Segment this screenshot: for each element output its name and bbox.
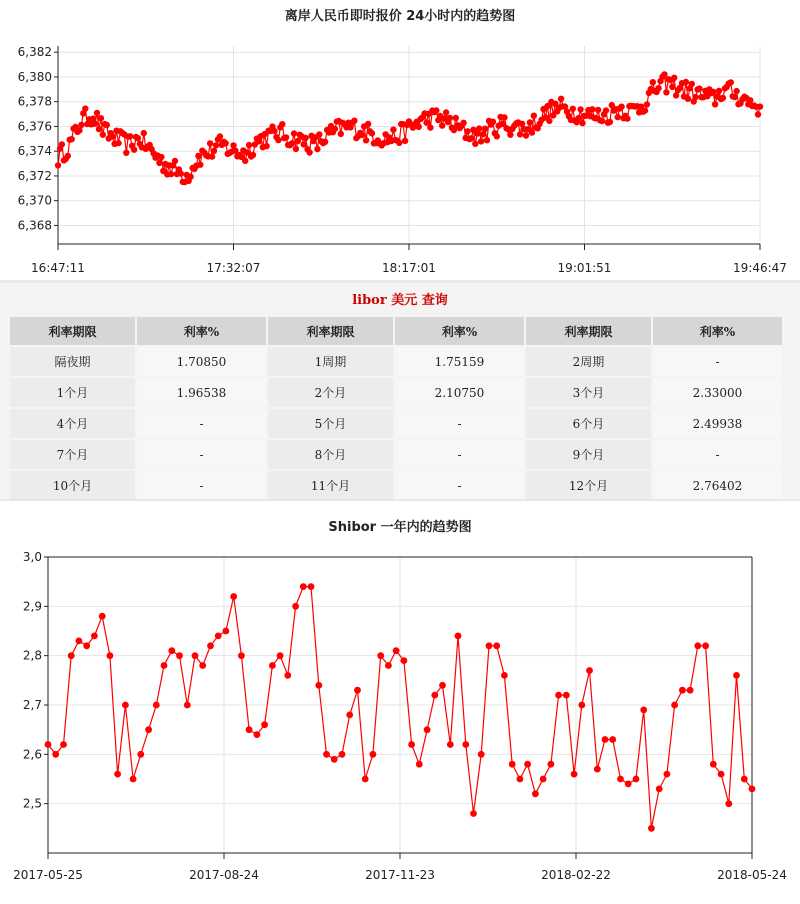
data-point [308, 583, 315, 590]
data-point [393, 647, 400, 654]
header-rate: 利率% [137, 317, 266, 345]
data-point [107, 652, 114, 659]
data-point [648, 825, 655, 832]
data-point [250, 152, 256, 158]
rate-cell: 1.75159 [395, 347, 524, 376]
data-point [279, 121, 285, 127]
data-point [578, 702, 585, 709]
data-point [633, 776, 640, 783]
data-point [137, 751, 144, 758]
data-point [331, 756, 338, 763]
x-tick-label: 17:32:07 [206, 261, 261, 275]
table-row [10, 347, 782, 376]
data-point [45, 741, 52, 748]
data-point [460, 120, 466, 126]
data-point [433, 107, 439, 113]
data-point [277, 652, 284, 659]
data-point [209, 153, 215, 159]
tenor-cell: 1周期 [268, 347, 393, 376]
data-point [594, 766, 601, 773]
data-point [172, 158, 178, 164]
data-point [96, 126, 102, 132]
data-point [261, 721, 268, 728]
data-point [322, 139, 328, 145]
tenor-cell: 6个月 [526, 409, 651, 438]
y-tick-label: 3,0 [22, 550, 42, 564]
data-point [618, 104, 624, 110]
data-point [416, 124, 422, 130]
data-point [131, 147, 137, 153]
rate-cell: - [395, 409, 524, 438]
data-point [694, 642, 701, 649]
data-point [640, 707, 647, 714]
header-rate: 利率% [395, 317, 524, 345]
data-point [490, 119, 496, 125]
data-point [509, 761, 516, 768]
data-point [145, 726, 152, 733]
data-point [669, 84, 675, 90]
data-point [339, 751, 346, 758]
x-tick-label: 2018-02-22 [541, 868, 611, 882]
data-point [523, 132, 529, 138]
x-tick-label: 16:47:11 [31, 261, 85, 275]
data-point [462, 741, 469, 748]
data-point [291, 130, 297, 136]
data-point [615, 114, 621, 120]
data-point [104, 122, 110, 128]
data-point [211, 148, 217, 154]
data-point [501, 672, 508, 679]
data-point [176, 652, 183, 659]
data-point [65, 153, 71, 159]
y-tick-label: 6,368 [17, 218, 52, 233]
data-point [263, 143, 269, 149]
data-point [369, 130, 375, 136]
data-point [570, 106, 576, 112]
data-point [484, 137, 490, 143]
data-point [230, 593, 237, 600]
data-point [577, 106, 583, 112]
data-point [468, 135, 474, 141]
tenor-cell: 9个月 [526, 440, 651, 469]
data-point [617, 776, 624, 783]
rate-cell: - [395, 471, 524, 500]
rate-cell: - [137, 471, 266, 500]
header-rate: 利率% [653, 317, 782, 345]
data-point [215, 633, 222, 640]
table-row [10, 409, 782, 438]
data-point [161, 662, 168, 669]
data-point [755, 111, 761, 117]
data-point [292, 603, 299, 610]
data-point [59, 141, 65, 147]
data-point [532, 790, 539, 797]
data-point [664, 771, 671, 778]
data-point [655, 85, 661, 91]
y-tick-label: 2,7 [22, 698, 42, 712]
data-point [187, 174, 193, 180]
data-point [246, 726, 253, 733]
data-point [396, 140, 402, 146]
data-point [314, 146, 320, 152]
data-point [650, 79, 656, 85]
data-point [338, 131, 344, 137]
y-tick-label: 6,380 [17, 69, 52, 84]
libor-rate-table [8, 315, 784, 502]
header-tenor: 利率期限 [268, 317, 393, 345]
y-tick-label: 6,370 [17, 193, 52, 208]
header-tenor: 利率期限 [10, 317, 135, 345]
rate-cell: 2.33000 [653, 378, 782, 407]
libor-panel [0, 283, 800, 501]
data-point [427, 124, 433, 130]
data-point [52, 751, 59, 758]
data-point [749, 786, 756, 793]
data-point [92, 121, 98, 127]
data-point [217, 133, 223, 139]
rate-cell: - [653, 347, 782, 376]
data-point [127, 133, 133, 139]
data-point [716, 88, 722, 94]
data-point [123, 150, 129, 156]
data-point [599, 118, 605, 124]
data-point [284, 672, 291, 679]
data-point [733, 672, 740, 679]
data-point [486, 642, 493, 649]
data-point [365, 121, 371, 127]
data-point [306, 149, 312, 155]
data-point [517, 131, 523, 137]
data-point [607, 119, 613, 125]
tenor-cell: 2周期 [526, 347, 651, 376]
data-point [602, 736, 609, 743]
rate-cell: - [653, 440, 782, 469]
data-point [524, 761, 531, 768]
x-tick-label: 2017-08-24 [189, 868, 259, 882]
data-point [289, 140, 295, 146]
data-point [354, 687, 361, 694]
data-point [91, 633, 98, 640]
header-tenor: 利率期限 [526, 317, 651, 345]
shibor-chart-panel [0, 501, 800, 900]
x-tick-label: 2017-11-23 [365, 868, 435, 882]
data-point [275, 137, 281, 143]
data-point [718, 771, 725, 778]
data-point [223, 628, 230, 635]
data-point [656, 786, 663, 793]
chart-title: Shibor 一年内的趋势图 [328, 520, 472, 535]
data-point [401, 657, 408, 664]
data-point [501, 114, 507, 120]
chart-title: 离岸人民币即时报价 24小时内的趋势图 [284, 9, 516, 24]
data-point [482, 126, 488, 132]
x-tick-label: 2018-05-24 [717, 868, 787, 882]
data-point [195, 153, 201, 159]
data-point [507, 132, 513, 138]
data-point [710, 761, 717, 768]
rate-cell: 2.76402 [653, 471, 782, 500]
data-point [69, 136, 75, 142]
data-point [575, 115, 581, 121]
x-tick-label: 19:01:51 [557, 261, 612, 275]
data-point [548, 761, 555, 768]
data-point [447, 741, 454, 748]
data-point [55, 162, 61, 168]
data-point [464, 128, 470, 134]
data-point [114, 771, 121, 778]
data-point [192, 652, 199, 659]
data-point [135, 135, 141, 141]
data-point [702, 642, 709, 649]
data-point [122, 702, 129, 709]
data-point [644, 101, 650, 107]
data-point [130, 776, 137, 783]
data-point [586, 667, 593, 674]
data-point [316, 131, 322, 137]
data-point [416, 761, 423, 768]
data-point [197, 162, 203, 168]
y-tick-label: 2,5 [22, 796, 42, 811]
data-point [323, 751, 330, 758]
data-point [517, 776, 524, 783]
x-tick-label: 19:46:47 [733, 261, 787, 275]
data-point [595, 107, 601, 113]
data-point [692, 94, 698, 100]
data-point [493, 642, 500, 649]
x-tick-label: 18:17:01 [382, 261, 436, 275]
data-point [76, 638, 83, 645]
tenor-cell: 8个月 [268, 440, 393, 469]
tenor-cell: 12个月 [526, 471, 651, 500]
tenor-cell: 3个月 [526, 378, 651, 407]
data-point [302, 135, 308, 141]
data-point [283, 134, 289, 140]
data-point [156, 160, 162, 166]
data-point [472, 141, 478, 147]
data-point [478, 751, 485, 758]
data-point [531, 113, 537, 119]
data-point [370, 751, 377, 758]
rate-cell: - [137, 409, 266, 438]
data-point [747, 97, 753, 103]
data-point [443, 109, 449, 115]
data-point [689, 81, 695, 87]
data-point [242, 158, 248, 164]
data-point [390, 126, 396, 132]
data-point [741, 776, 748, 783]
y-tick-label: 6,376 [17, 119, 52, 134]
data-point [603, 107, 609, 113]
data-point [685, 96, 691, 102]
data-point [82, 105, 88, 111]
data-point [683, 79, 689, 85]
tenor-cell: 11个月 [268, 471, 393, 500]
data-point [402, 138, 408, 144]
y-tick-label: 2,8 [22, 648, 42, 663]
rate-cell: - [395, 440, 524, 469]
data-point [609, 736, 616, 743]
cnh-chart-panel [0, 0, 800, 283]
data-point [271, 128, 277, 134]
data-point [529, 129, 535, 135]
data-point [478, 138, 484, 144]
data-point [351, 118, 357, 124]
data-point [527, 119, 533, 125]
data-point [470, 810, 477, 817]
data-point [579, 120, 585, 126]
cnh-chart [0, 0, 800, 283]
tenor-cell: 1个月 [10, 378, 135, 407]
table-row [10, 471, 782, 500]
data-point [439, 682, 446, 689]
data-point [712, 101, 718, 107]
data-point [359, 132, 365, 138]
data-point [78, 122, 84, 128]
data-point [480, 131, 486, 137]
y-tick-label: 6,378 [17, 94, 52, 109]
y-tick-label: 6,382 [17, 45, 52, 60]
data-point [94, 110, 100, 116]
data-point [733, 88, 739, 94]
data-point [207, 642, 214, 649]
table-row [10, 440, 782, 469]
x-tick-label: 2017-05-25 [13, 868, 83, 882]
data-point [494, 133, 500, 139]
data-point [757, 103, 763, 109]
data-point [178, 170, 184, 176]
data-point [453, 115, 459, 121]
data-point [731, 94, 737, 100]
y-tick-label: 2,9 [22, 599, 42, 614]
data-point [476, 125, 482, 131]
data-point [679, 687, 686, 694]
y-tick-label: 6,372 [17, 168, 52, 183]
data-point [431, 692, 438, 699]
data-point [83, 642, 90, 649]
data-point [720, 95, 726, 101]
data-point [447, 115, 453, 121]
data-point [558, 96, 564, 102]
data-point [696, 85, 702, 91]
data-point [624, 115, 630, 121]
tenor-cell: 10个月 [10, 471, 135, 500]
data-point [115, 140, 121, 146]
data-point [362, 776, 369, 783]
table-row [10, 378, 782, 407]
data-point [207, 140, 213, 146]
data-point [540, 776, 547, 783]
data-point [642, 107, 648, 113]
data-point [439, 122, 445, 128]
data-point [199, 662, 206, 669]
data-point [76, 127, 82, 133]
data-point [725, 800, 732, 807]
table-header-row [10, 317, 782, 345]
libor-table-title: libor 美元 查询 [352, 293, 448, 308]
data-point [315, 682, 322, 689]
data-point [571, 771, 578, 778]
data-point [213, 142, 219, 148]
data-point [68, 652, 75, 659]
data-point [153, 702, 160, 709]
data-point [158, 154, 164, 160]
rate-cell: 2.49938 [653, 409, 782, 438]
tenor-cell: 5个月 [268, 409, 393, 438]
tenor-cell: 4个月 [10, 409, 135, 438]
tenor-cell: 2个月 [268, 378, 393, 407]
y-tick-label: 2,6 [22, 747, 42, 762]
data-point [293, 146, 299, 152]
data-point [184, 702, 191, 709]
tenor-cell: 7个月 [10, 440, 135, 469]
rate-cell: - [137, 440, 266, 469]
tenor-cell: 隔夜期 [10, 347, 135, 376]
data-point [98, 115, 104, 121]
data-point [100, 132, 106, 138]
data-point [254, 731, 261, 738]
data-point [363, 137, 369, 143]
data-point [663, 89, 669, 95]
data-point [246, 142, 252, 148]
data-point [300, 583, 307, 590]
data-point [168, 171, 174, 177]
shibor-chart [0, 501, 800, 900]
data-point [625, 781, 632, 788]
data-point [223, 140, 229, 146]
data-point [377, 652, 384, 659]
data-point [60, 741, 67, 748]
data-point [424, 726, 431, 733]
data-point [671, 75, 677, 81]
data-point [546, 118, 552, 124]
data-point [141, 130, 147, 136]
data-point [408, 741, 415, 748]
data-point [269, 662, 276, 669]
data-point [563, 692, 570, 699]
rate-cell: 1.70850 [137, 347, 266, 376]
data-point [589, 106, 595, 112]
data-point [555, 692, 562, 699]
data-point [109, 133, 115, 139]
y-tick-label: 6,374 [17, 144, 52, 159]
data-point [332, 126, 338, 132]
data-point [99, 613, 106, 620]
rate-cell: 1.96538 [137, 378, 266, 407]
data-point [346, 712, 353, 719]
data-point [385, 662, 392, 669]
rate-cell: 2.10750 [395, 378, 524, 407]
data-point [168, 647, 175, 654]
data-point [671, 702, 678, 709]
data-point [728, 79, 734, 85]
data-point [238, 652, 245, 659]
data-point [687, 687, 694, 694]
data-point [455, 633, 462, 640]
